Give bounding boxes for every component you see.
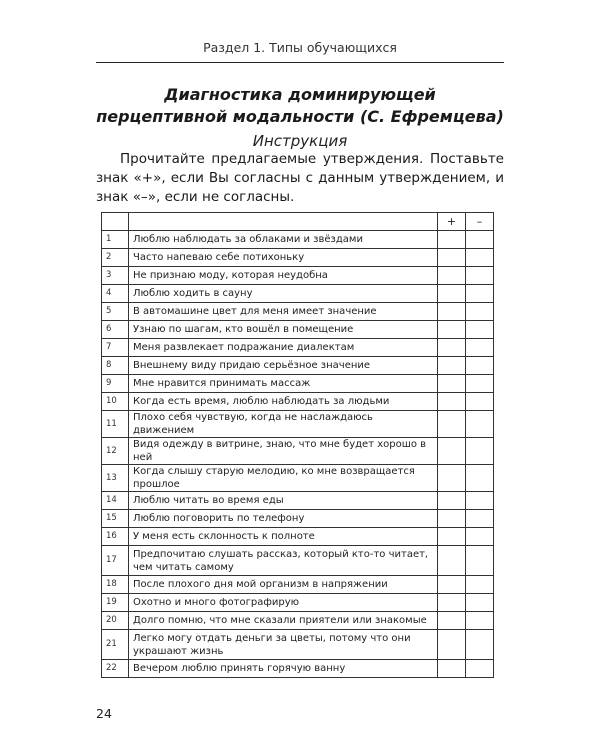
row-statement: Люблю поговорить по телефону <box>129 510 438 528</box>
table-row <box>102 339 494 357</box>
row-number: 17 <box>102 546 129 576</box>
header-minus-cell: – <box>466 213 494 231</box>
agree-cell[interactable] <box>438 660 466 678</box>
agree-cell[interactable] <box>438 411 466 438</box>
table-row <box>102 438 494 465</box>
agree-cell[interactable] <box>438 630 466 660</box>
title-line-1: Диагностика доминирующей <box>164 85 436 104</box>
table-row <box>102 267 494 285</box>
agree-cell[interactable] <box>438 249 466 267</box>
row-number: 10 <box>102 393 129 411</box>
table-row <box>102 231 494 249</box>
agree-cell[interactable] <box>438 492 466 510</box>
table-row <box>102 465 494 492</box>
row-number: 4 <box>102 285 129 303</box>
agree-cell[interactable] <box>438 321 466 339</box>
row-statement: Вечером люблю принять горячую ванну <box>129 660 438 678</box>
row-statement: После плохого дня мой организм в напряжении <box>129 576 438 594</box>
table-row <box>102 612 494 630</box>
row-number: 19 <box>102 594 129 612</box>
agree-cell[interactable] <box>438 303 466 321</box>
table-row <box>102 630 494 660</box>
row-number: 7 <box>102 339 129 357</box>
survey-table <box>101 212 494 678</box>
disagree-cell[interactable] <box>466 576 494 594</box>
table-row <box>102 528 494 546</box>
instruction-heading: Инструкция <box>252 132 348 150</box>
agree-cell[interactable] <box>438 576 466 594</box>
row-statement: Люблю наблюдать за облаками и звёздами <box>129 231 438 249</box>
row-statement: Предпочитаю слушать рассказ, который кто-то читает, чем читать самому <box>129 546 438 576</box>
disagree-cell[interactable] <box>466 231 494 249</box>
row-number: 13 <box>102 465 129 492</box>
row-statement: Плохо себя чувствую, когда не наслаждаюсь движением <box>129 411 438 438</box>
disagree-cell[interactable] <box>466 438 494 465</box>
agree-cell[interactable] <box>438 546 466 576</box>
header-text-cell <box>129 213 438 231</box>
agree-cell[interactable] <box>438 231 466 249</box>
disagree-cell[interactable] <box>466 267 494 285</box>
disagree-cell[interactable] <box>466 321 494 339</box>
disagree-cell[interactable] <box>466 660 494 678</box>
table-row <box>102 321 494 339</box>
agree-cell[interactable] <box>438 465 466 492</box>
row-number: 8 <box>102 357 129 375</box>
row-statement: Внешнему виду придаю серьёзное значение <box>129 357 438 375</box>
table-header-row <box>102 213 494 231</box>
table-row <box>102 249 494 267</box>
row-statement: Меня развлекает подражание диалектам <box>129 339 438 357</box>
agree-cell[interactable] <box>438 267 466 285</box>
table-row <box>102 285 494 303</box>
table-row <box>102 594 494 612</box>
table-row <box>102 492 494 510</box>
header-num-cell <box>102 213 129 231</box>
row-number: 12 <box>102 438 129 465</box>
row-number: 2 <box>102 249 129 267</box>
agree-cell[interactable] <box>438 375 466 393</box>
instruction-text: Прочитайте предлагаемые утверждения. Поставьте знак «+», если Вы согласны с данным утверждением, и знак «–», если не согласны. <box>96 151 504 205</box>
row-number: 22 <box>102 660 129 678</box>
row-statement: Часто напеваю себе потихоньку <box>129 249 438 267</box>
row-statement: Узнаю по шагам, кто вошёл в помещение <box>129 321 438 339</box>
disagree-cell[interactable] <box>466 285 494 303</box>
row-number: 6 <box>102 321 129 339</box>
agree-cell[interactable] <box>438 357 466 375</box>
table-row <box>102 393 494 411</box>
row-statement: Видя одежду в витрине, знаю, что мне будет хорошо в ней <box>129 438 438 465</box>
table-row <box>102 303 494 321</box>
row-number: 11 <box>102 411 129 438</box>
row-statement: Когда есть время, люблю наблюдать за людьми <box>129 393 438 411</box>
row-statement: Не признаю моду, которая неудобна <box>129 267 438 285</box>
row-statement: Люблю читать во время еды <box>129 492 438 510</box>
title-line-2: перцептивной модальности (С. Ефремцева) <box>96 107 504 126</box>
table-row <box>102 576 494 594</box>
disagree-cell[interactable] <box>466 357 494 375</box>
agree-cell[interactable] <box>438 285 466 303</box>
disagree-cell[interactable] <box>466 492 494 510</box>
agree-cell[interactable] <box>438 438 466 465</box>
row-statement: Легко могу отдать деньги за цветы, потому что они украшают жизнь <box>129 630 438 660</box>
row-statement: Охотно и много фотографирую <box>129 594 438 612</box>
table-row <box>102 357 494 375</box>
table-row <box>102 411 494 438</box>
disagree-cell[interactable] <box>466 612 494 630</box>
disagree-cell[interactable] <box>466 510 494 528</box>
row-number: 5 <box>102 303 129 321</box>
row-number: 18 <box>102 576 129 594</box>
instruction-paragraph <box>96 150 504 207</box>
table-row <box>102 375 494 393</box>
page-title <box>96 84 504 128</box>
row-number: 15 <box>102 510 129 528</box>
agree-cell[interactable] <box>438 528 466 546</box>
table-row <box>102 660 494 678</box>
row-number: 21 <box>102 630 129 660</box>
disagree-cell[interactable] <box>466 528 494 546</box>
table-row <box>102 546 494 576</box>
row-number: 16 <box>102 528 129 546</box>
page-number: 24 <box>96 706 112 721</box>
header-plus-cell: + <box>438 213 466 231</box>
row-statement: У меня есть склонность к полноте <box>129 528 438 546</box>
disagree-cell[interactable] <box>466 339 494 357</box>
row-statement: Когда слышу старую мелодию, ко мне возвращается прошлое <box>129 465 438 492</box>
row-statement: Мне нравится принимать массаж <box>129 375 438 393</box>
row-number: 9 <box>102 375 129 393</box>
table-row <box>102 510 494 528</box>
disagree-cell[interactable] <box>466 546 494 576</box>
disagree-cell[interactable] <box>466 411 494 438</box>
row-statement: Люблю ходить в сауну <box>129 285 438 303</box>
row-number: 14 <box>102 492 129 510</box>
header-divider <box>96 62 504 63</box>
row-number: 1 <box>102 231 129 249</box>
disagree-cell[interactable] <box>466 465 494 492</box>
running-header: Раздел 1. Типы обучающихся <box>203 40 397 55</box>
agree-cell[interactable] <box>438 510 466 528</box>
row-number: 3 <box>102 267 129 285</box>
disagree-cell[interactable] <box>466 375 494 393</box>
disagree-cell[interactable] <box>466 249 494 267</box>
disagree-cell[interactable] <box>466 594 494 612</box>
agree-cell[interactable] <box>438 339 466 357</box>
disagree-cell[interactable] <box>466 630 494 660</box>
agree-cell[interactable] <box>438 612 466 630</box>
row-statement: Долго помню, что мне сказали приятели или знакомые <box>129 612 438 630</box>
agree-cell[interactable] <box>438 393 466 411</box>
agree-cell[interactable] <box>438 594 466 612</box>
disagree-cell[interactable] <box>466 393 494 411</box>
disagree-cell[interactable] <box>466 303 494 321</box>
row-statement: В автомашине цвет для меня имеет значение <box>129 303 438 321</box>
row-number: 20 <box>102 612 129 630</box>
